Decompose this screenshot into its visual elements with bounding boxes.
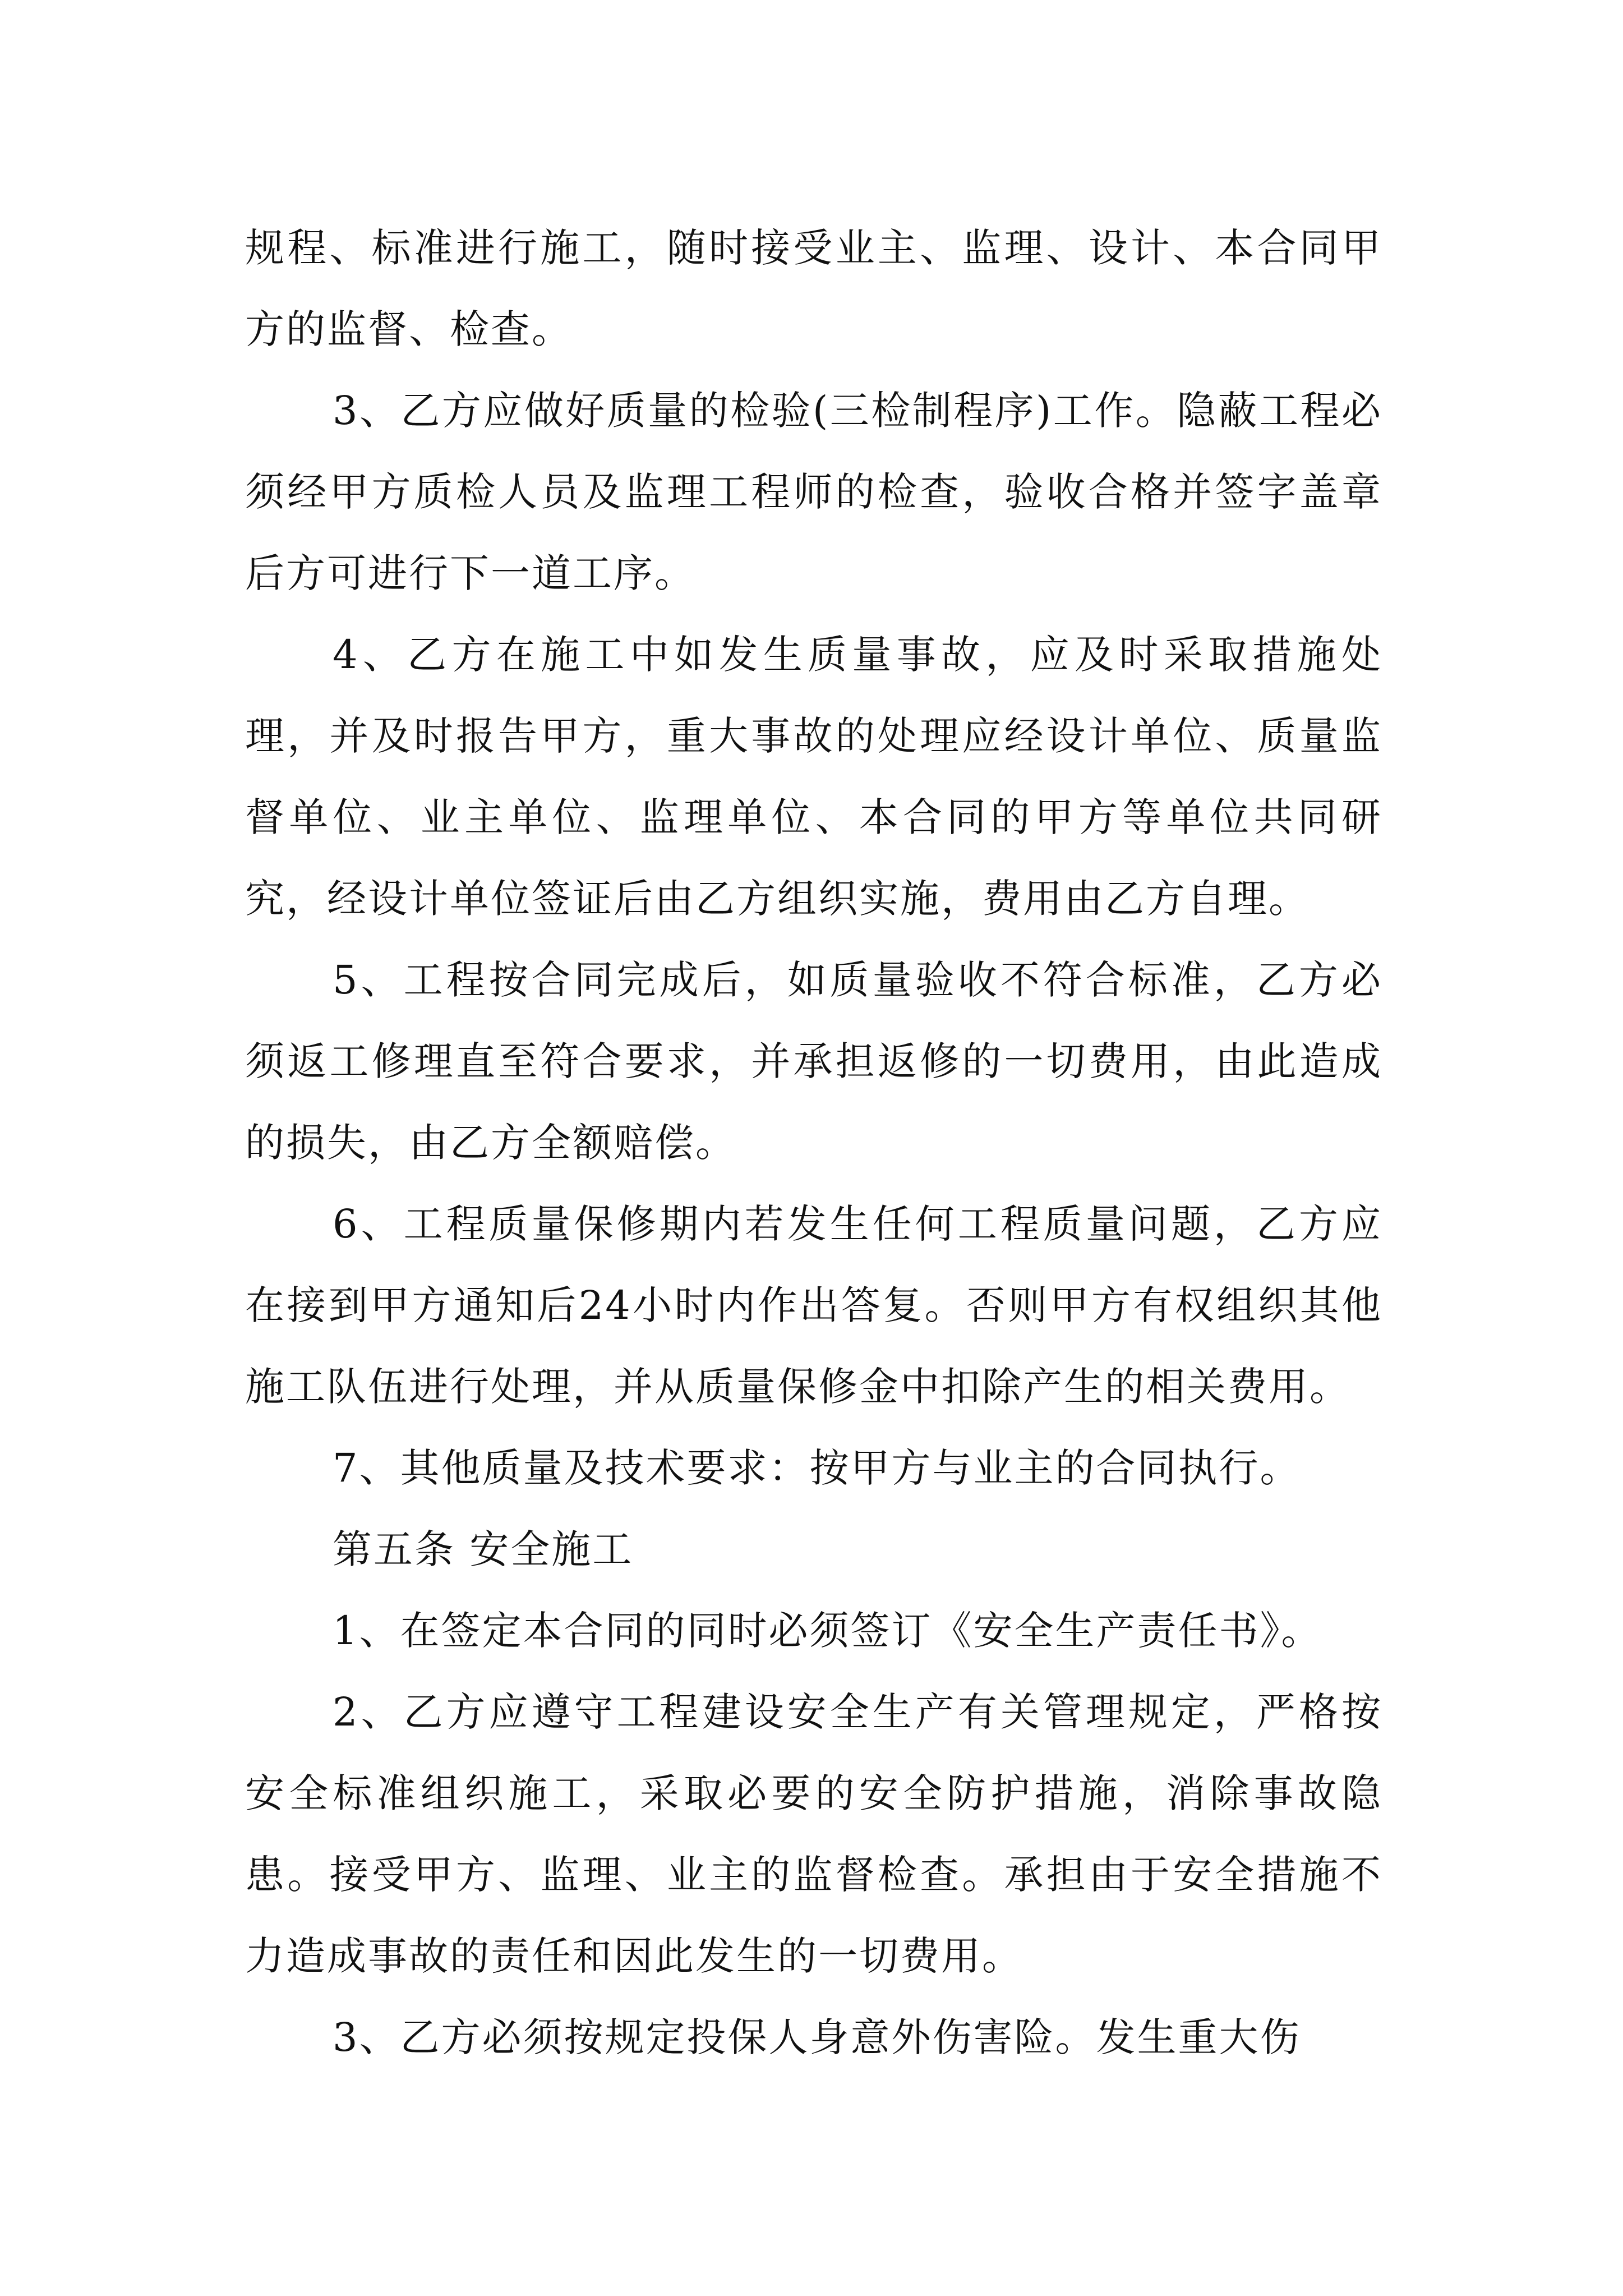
paragraph-clause-7: 7、其他质量及技术要求：按甲方与业主的合同执行。 bbox=[333, 1445, 1301, 1491]
paragraph-safety-1: 1、在签定本合同的同时必须签订《安全生产责任书》。 bbox=[333, 1608, 1322, 1654]
paragraph-safety-3: 3、乙方必须按规定投保人身意外伤害险。发生重大伤 bbox=[333, 2014, 1301, 2060]
section-heading: 第五条 安全施工 bbox=[333, 1526, 634, 1572]
paragraph-safety-2: 2、乙方应遵守工程建设安全生产有关管理规定，严格按安全标准组织施工，采取必要的安全防护措施，消除事故隐患。接受甲方、监理、业主的监督检查。承担由于安全措施不力造成事故的责任和因此发生的一切费用。 bbox=[245, 1689, 1382, 1979]
paragraph-continuation: 规程、标准进行施工，随时接受业主、监理、设计、本合同甲方的监督、检查。 bbox=[245, 225, 1382, 352]
paragraph-clause-4: 4、乙方在施工中如发生质量事故，应及时采取措施处理，并及时报告甲方，重大事故的处理应经设计单位、质量监督单位、业主单位、监理单位、本合同的甲方等单位共同研究，经设计单位签证后由乙方组织实施，费用由乙方自理。 bbox=[245, 632, 1382, 922]
paragraph-clause-6: 6、工程质量保修期内若发生任何工程质量问题，乙方应在接到甲方通知后24小时内作出答复。否则甲方有权组织其他施工队伍进行处理，并从质量保修金中扣除产生的相关费用。 bbox=[245, 1201, 1382, 1410]
document-body bbox=[245, 208, 1382, 2078]
paragraph-clause-5: 5、工程按合同完成后，如质量验收不符合标准，乙方必须返工修理直至符合要求，并承担返修的一切费用，由此造成的损失，由乙方全额赔偿。 bbox=[245, 957, 1382, 1166]
paragraph-clause-3: 3、乙方应做好质量的检验(三检制程序)工作。隐蔽工程必须经甲方质检人员及监理工程师的检查，验收合格并签字盖章后方可进行下一道工序。 bbox=[245, 388, 1382, 596]
